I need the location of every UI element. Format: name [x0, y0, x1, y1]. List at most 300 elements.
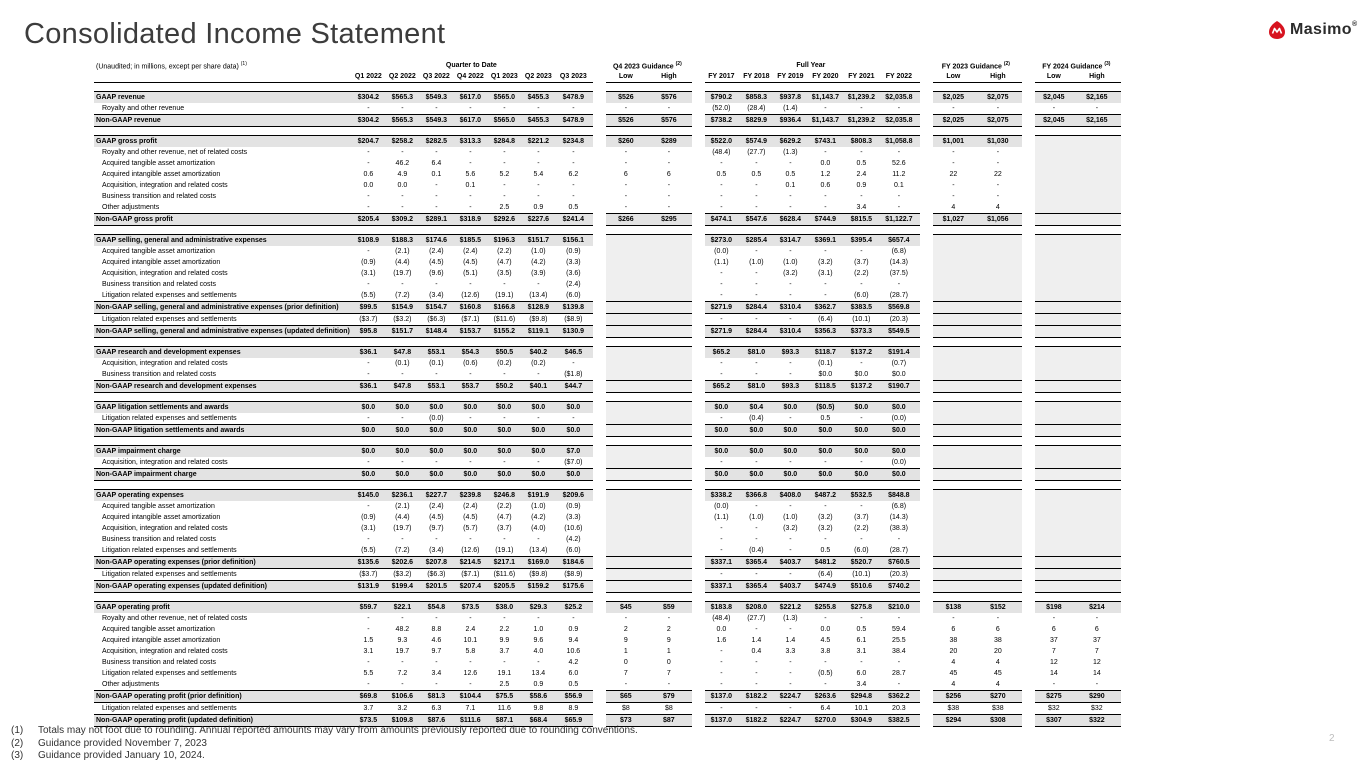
- table-cell: $2,165: [1076, 115, 1121, 127]
- table-cell: 9.8: [533, 705, 544, 713]
- table-row: [94, 569, 1121, 581]
- table-cell: -: [367, 149, 370, 157]
- table-cell: $0.0: [809, 469, 845, 481]
- row-label: Acquired tangible asset amortization: [102, 503, 215, 511]
- table-cell: [649, 290, 692, 302]
- table-cell: $0.0: [705, 402, 741, 414]
- table-cell: $522.0: [705, 136, 741, 148]
- table-cell: ($0.5): [809, 402, 845, 414]
- table-cell: [1035, 169, 1076, 180]
- table-cell: -: [367, 459, 370, 467]
- table-cell: 7: [1051, 648, 1056, 656]
- table-cell: $25.2: [557, 602, 593, 614]
- table-cell: 1: [623, 648, 628, 656]
- table-cell: $0.0: [353, 469, 387, 481]
- table-cell: $166.8: [489, 302, 523, 314]
- table-cell: 0.0: [397, 182, 408, 190]
- table-cell: 22: [949, 171, 958, 179]
- table-cell: -: [367, 281, 370, 289]
- table-cell: $338.2: [705, 490, 741, 502]
- table-cell: -: [572, 149, 575, 157]
- table-cell: $169.0: [523, 557, 557, 569]
- table-cell: (4.7): [497, 514, 512, 522]
- table-cell: [606, 279, 649, 290]
- row-label: Acquired intangible asset amortization: [102, 514, 221, 522]
- table-cell: -: [789, 459, 792, 467]
- table-cell: $0.0: [421, 469, 455, 481]
- table-cell: 38.4: [892, 648, 906, 656]
- table-row: [94, 347, 1121, 359]
- table-cell: -: [367, 204, 370, 212]
- table-cell: [1076, 413, 1121, 425]
- table-cell: (7.2): [395, 292, 410, 300]
- table-cell: (10.6): [564, 525, 583, 533]
- footnote: (2) Guidance provided November 7, 2023: [11, 737, 207, 749]
- table-row: [94, 679, 1121, 691]
- table-cell: $455.3: [523, 92, 557, 104]
- table-cell: $224.7: [775, 715, 809, 727]
- table-cell: 2: [623, 626, 628, 634]
- table-cell: [1076, 557, 1121, 569]
- table-cell: $175.6: [557, 581, 593, 593]
- table-cell: $152: [977, 602, 1022, 614]
- table-cell: [933, 402, 977, 414]
- table-cell: [606, 268, 649, 279]
- column-header: Q3 2023: [557, 71, 593, 83]
- table-cell: $214.5: [455, 557, 489, 569]
- table-cell: -: [435, 615, 438, 623]
- table-cell: -: [435, 681, 438, 689]
- table-cell: $118.5: [809, 381, 845, 393]
- table-cell: $65.9: [557, 715, 593, 727]
- table-row: [94, 92, 1121, 104]
- row-label: Business transition and related costs: [102, 536, 217, 544]
- table-row: [94, 147, 1121, 158]
- table-cell: -: [755, 204, 758, 212]
- table-cell: 0.5: [820, 415, 831, 423]
- table-cell: -: [720, 705, 723, 713]
- table-cell: $0.0: [775, 402, 809, 414]
- table-cell: -: [720, 292, 723, 300]
- column-header: FY 2017: [705, 71, 741, 83]
- table-cell: -: [1052, 105, 1056, 113]
- table-cell: [649, 490, 692, 502]
- table-cell: (3.1): [361, 270, 376, 278]
- table-cell: (2.1): [395, 248, 410, 256]
- table-cell: [933, 446, 977, 458]
- table-cell: $0.0: [881, 446, 920, 458]
- table-cell: [1076, 257, 1121, 268]
- table-cell: 3.2: [397, 705, 408, 713]
- table-cell: 38: [993, 637, 1002, 645]
- table-cell: $205.5: [489, 581, 523, 593]
- table-cell: $403.7: [775, 581, 809, 593]
- table-cell: $565.3: [387, 115, 421, 127]
- table-cell: -: [720, 459, 723, 467]
- table-cell: [649, 302, 692, 314]
- table-cell: -: [401, 371, 404, 379]
- table-cell: -: [755, 316, 758, 324]
- table-cell: $263.6: [809, 691, 845, 703]
- table-cell: $628.4: [775, 214, 809, 226]
- table-cell: -: [537, 160, 540, 168]
- table-cell: [933, 545, 977, 557]
- table-cell: $38.0: [489, 602, 523, 614]
- table-cell: -: [624, 193, 628, 201]
- table-cell: $617.0: [455, 115, 489, 127]
- table-cell: $198: [1035, 602, 1076, 614]
- table-cell: $255.8: [809, 602, 845, 614]
- table-cell: -: [624, 615, 628, 623]
- table-cell: 45: [993, 670, 1002, 678]
- row-label: Royalty and other revenue: [102, 105, 185, 113]
- table-cell: -: [503, 371, 506, 379]
- table-cell: (28.7): [889, 547, 908, 555]
- table-cell: [933, 235, 977, 247]
- table-cell: $154.9: [387, 302, 421, 314]
- table-cell: -: [435, 536, 438, 544]
- table-cell: $138: [933, 602, 977, 614]
- table-cell: (2.4): [429, 248, 444, 256]
- table-cell: -: [789, 292, 792, 300]
- table-cell: 3.7: [499, 648, 510, 656]
- table-cell: [606, 501, 649, 512]
- table-row: [94, 501, 1121, 512]
- table-cell: -: [755, 360, 758, 368]
- table-cell: $0.0: [421, 402, 455, 414]
- table-row: [94, 180, 1121, 191]
- table-cell: [649, 501, 692, 512]
- table-cell: $403.7: [775, 557, 809, 569]
- table-cell: [977, 413, 1022, 425]
- table-cell: 0.0: [363, 182, 374, 190]
- table-cell: 45: [949, 670, 958, 678]
- table-cell: [977, 534, 1022, 545]
- table-cell: -: [755, 459, 758, 467]
- table-cell: $273.0: [705, 235, 741, 247]
- table-cell: $40.2: [523, 347, 557, 359]
- table-cell: [1035, 413, 1076, 425]
- table-cell: [1076, 545, 1121, 557]
- table-cell: $858.3: [741, 92, 775, 104]
- table-cell: $73: [606, 715, 649, 727]
- table-cell: [1076, 347, 1121, 359]
- table-cell: -: [667, 105, 671, 113]
- table-cell: [977, 469, 1022, 481]
- table-row: [94, 545, 1121, 557]
- table-cell: 0.4: [751, 648, 762, 656]
- table-cell: 0.1: [893, 182, 904, 190]
- table-cell: -: [435, 281, 438, 289]
- table-cell: $156.1: [557, 235, 593, 247]
- table-cell: $290: [1076, 691, 1121, 703]
- table-cell: 20.3: [892, 705, 906, 713]
- table-row: [94, 469, 1121, 481]
- column-header: FY 2022: [881, 71, 920, 83]
- row-label: Royalty and other revenue, net of related costs: [102, 149, 248, 157]
- table-cell: $0.0: [881, 469, 920, 481]
- table-cell: 11.2: [892, 171, 906, 179]
- table-cell: $81.0: [741, 347, 775, 359]
- table-cell: $8: [664, 705, 673, 713]
- table-cell: -: [824, 536, 827, 544]
- footnotes: [11, 725, 638, 763]
- table-cell: (4.5): [429, 259, 444, 267]
- table-cell: -: [720, 270, 723, 278]
- table-cell: $1,239.2: [845, 92, 881, 104]
- table-cell: $282.5: [421, 136, 455, 148]
- table-row: [94, 457, 1121, 469]
- table-cell: $1,239.2: [845, 115, 881, 127]
- table-cell: 22: [993, 171, 1002, 179]
- table-cell: 0.9: [533, 681, 544, 689]
- table-cell: -: [367, 415, 370, 423]
- table-row: [94, 490, 1121, 502]
- table-cell: 20: [993, 648, 1002, 656]
- table-row: [94, 557, 1121, 569]
- table-cell: [977, 369, 1022, 381]
- table-cell: $366.8: [741, 490, 775, 502]
- table-cell: $0.0: [421, 446, 455, 458]
- table-cell: -: [469, 681, 472, 689]
- table-cell: 0.5: [856, 160, 867, 168]
- table-cell: $270: [977, 691, 1022, 703]
- row-label: Business transition and related costs: [102, 281, 217, 289]
- table-cell: $44.7: [557, 381, 593, 393]
- table-cell: -: [572, 105, 575, 113]
- table-cell: -: [435, 371, 438, 379]
- table-cell: -: [537, 536, 540, 544]
- table-cell: [933, 413, 977, 425]
- table-cell: $0.0: [455, 425, 489, 437]
- table-cell: -: [469, 193, 472, 201]
- table-cell: [606, 257, 649, 268]
- table-row: [94, 624, 1121, 635]
- table-cell: [933, 469, 977, 481]
- table-cell: -: [572, 415, 575, 423]
- table-cell: -: [996, 149, 1000, 157]
- table-cell: $38: [947, 705, 960, 713]
- table-cell: [606, 545, 649, 557]
- table-cell: (0.0): [714, 503, 729, 511]
- table-cell: [606, 469, 649, 481]
- table-cell: -: [503, 105, 506, 113]
- table-cell: 0: [623, 659, 628, 667]
- table-cell: -: [952, 105, 955, 113]
- table-cell: -: [401, 204, 404, 212]
- table-cell: 4.2: [568, 659, 579, 667]
- table-cell: 12.6: [463, 670, 478, 678]
- table-cell: (3.1): [361, 525, 376, 533]
- table-cell: [977, 512, 1022, 523]
- table-cell: (0.2): [497, 360, 512, 368]
- table-cell: $0.0: [892, 371, 906, 379]
- table-row: [94, 523, 1121, 534]
- table-row: [94, 402, 1121, 414]
- table-cell: [606, 490, 649, 502]
- table-cell: -: [624, 182, 628, 190]
- table-cell: $373.3: [845, 326, 881, 338]
- table-cell: 6.4: [820, 705, 831, 713]
- table-cell: [649, 268, 692, 279]
- table-cell: $0.0: [809, 425, 845, 437]
- table-cell: 0.1: [785, 182, 796, 190]
- table-cell: $362.7: [809, 302, 845, 314]
- table-cell: $50.2: [489, 381, 523, 393]
- table-cell: $0.0: [523, 425, 557, 437]
- table-cell: -: [996, 615, 1000, 623]
- table-cell: (6.0): [854, 292, 869, 300]
- table-row: [94, 668, 1121, 679]
- table-cell: 9.3: [397, 637, 408, 645]
- table-cell: -: [401, 105, 404, 113]
- table-cell: ($11.6): [493, 571, 516, 579]
- table-cell: (27.7): [747, 615, 766, 623]
- table-row: [94, 446, 1121, 458]
- table-cell: [1035, 257, 1076, 268]
- table-cell: (0.9): [361, 259, 376, 267]
- table-cell: ($9.8): [529, 316, 548, 324]
- table-cell: $59.7: [353, 602, 387, 614]
- table-cell: $137.0: [705, 691, 741, 703]
- table-cell: $0.0: [387, 446, 421, 458]
- table-cell: (2.2): [854, 525, 869, 533]
- table-cell: $128.9: [523, 302, 557, 314]
- table-cell: (12.6): [461, 547, 480, 555]
- table-cell: $137.2: [845, 347, 881, 359]
- table-cell: $1,030: [977, 136, 1022, 148]
- table-cell: 7: [623, 670, 628, 678]
- table-cell: $294: [933, 715, 977, 727]
- table-cell: ($7.0): [564, 459, 583, 467]
- table-cell: $73.5: [455, 602, 489, 614]
- table-cell: $214: [1076, 602, 1121, 614]
- table-cell: -: [503, 536, 506, 544]
- masimo-logo: [1268, 20, 1358, 40]
- table-cell: -: [367, 371, 370, 379]
- table-cell: [1035, 147, 1076, 158]
- table-cell: $310.4: [775, 302, 809, 314]
- table-cell: (3.2): [818, 525, 833, 533]
- table-cell: 4.6: [431, 637, 442, 645]
- table-cell: [1076, 180, 1121, 191]
- table-cell: [1035, 369, 1076, 381]
- table-cell: -: [897, 204, 901, 212]
- row-label: Business transition and related costs: [102, 193, 217, 201]
- table-cell: (2.2): [497, 503, 512, 511]
- table-cell: -: [952, 615, 955, 623]
- table-cell: [606, 457, 649, 469]
- table-cell: $0.0: [489, 402, 523, 414]
- table-cell: $576: [649, 115, 692, 127]
- table-cell: $0.0: [523, 469, 557, 481]
- table-cell: -: [720, 371, 723, 379]
- table-cell: (0.4): [749, 415, 764, 423]
- table-cell: $0.0: [455, 446, 489, 458]
- table-cell: $829.9: [741, 115, 775, 127]
- table-cell: -: [789, 193, 792, 201]
- table-cell: [1035, 523, 1076, 534]
- table-cell: $2,035.8: [881, 92, 920, 104]
- table-cell: -: [367, 615, 370, 623]
- table-cell: 25.5: [892, 637, 906, 645]
- table-cell: -: [469, 615, 472, 623]
- table-cell: -: [996, 182, 1000, 190]
- table-cell: -: [720, 681, 723, 689]
- table-cell: $657.4: [881, 235, 920, 247]
- table-cell: -: [435, 105, 438, 113]
- row-label: GAAP research and development expenses: [94, 347, 353, 359]
- table-cell: $2,075: [977, 115, 1022, 127]
- table-cell: -: [469, 160, 472, 168]
- table-cell: 7: [1094, 648, 1099, 656]
- table-cell: $81.3: [421, 691, 455, 703]
- table-cell: ($11.6): [493, 316, 516, 324]
- table-cell: $246.8: [489, 490, 523, 502]
- table-row: [94, 512, 1121, 523]
- table-cell: 9.6: [533, 637, 544, 645]
- header-quarter-to-date: Quarter to Date: [445, 62, 497, 70]
- table-cell: $0.0: [705, 469, 741, 481]
- table-cell: [1076, 358, 1121, 369]
- table-cell: 3.4: [856, 204, 867, 212]
- table-cell: (19.1): [495, 547, 514, 555]
- table-cell: [1035, 246, 1076, 257]
- table-cell: (48.4): [712, 149, 731, 157]
- table-cell: -: [720, 525, 723, 533]
- table-cell: $365.4: [741, 581, 775, 593]
- table-cell: -: [537, 105, 540, 113]
- table-cell: [606, 381, 649, 393]
- table-cell: -: [720, 281, 723, 289]
- table-cell: (28.4): [747, 105, 766, 113]
- header-fy-2023-guidance: FY 2023 Guidance $^{(2)}$: [941, 61, 1010, 71]
- table-cell: (3.2): [818, 259, 833, 267]
- table-cell: [606, 512, 649, 523]
- table-cell: [1076, 534, 1121, 545]
- table-cell: $108.9: [353, 235, 387, 247]
- table-cell: $1,058.8: [881, 136, 920, 148]
- table-row: [94, 635, 1121, 646]
- table-cell: 0.1: [431, 171, 442, 179]
- table-cell: [649, 569, 692, 581]
- table-cell: $65: [606, 691, 649, 703]
- table-row: [94, 202, 1121, 214]
- table-cell: $93.3: [775, 347, 809, 359]
- table-cell: [933, 347, 977, 359]
- footnote: (1) Totals may not foot due to rounding. Annual reported amounts may vary from amounts previously reported due to rounding conventions.: [11, 725, 638, 736]
- table-cell: $0.0: [455, 469, 489, 481]
- table-cell: 10.1: [854, 705, 869, 713]
- table-cell: -: [824, 681, 827, 689]
- column-header: High: [1076, 71, 1121, 83]
- table-cell: [1035, 158, 1076, 169]
- table-cell: $565.0: [489, 115, 523, 127]
- table-row: [94, 381, 1121, 393]
- table-cell: -: [824, 503, 827, 511]
- table-cell: -: [824, 204, 827, 212]
- table-cell: [1076, 369, 1121, 381]
- table-cell: -: [469, 149, 472, 157]
- table-cell: -: [720, 536, 723, 544]
- table-cell: 0.9: [568, 626, 579, 634]
- table-cell: [1035, 425, 1076, 437]
- table-cell: [649, 534, 692, 545]
- table-cell: (2.2): [854, 270, 869, 278]
- table-cell: 12: [1092, 659, 1101, 667]
- table-cell: (1.3): [783, 615, 798, 623]
- table-cell: $81.0: [741, 381, 775, 393]
